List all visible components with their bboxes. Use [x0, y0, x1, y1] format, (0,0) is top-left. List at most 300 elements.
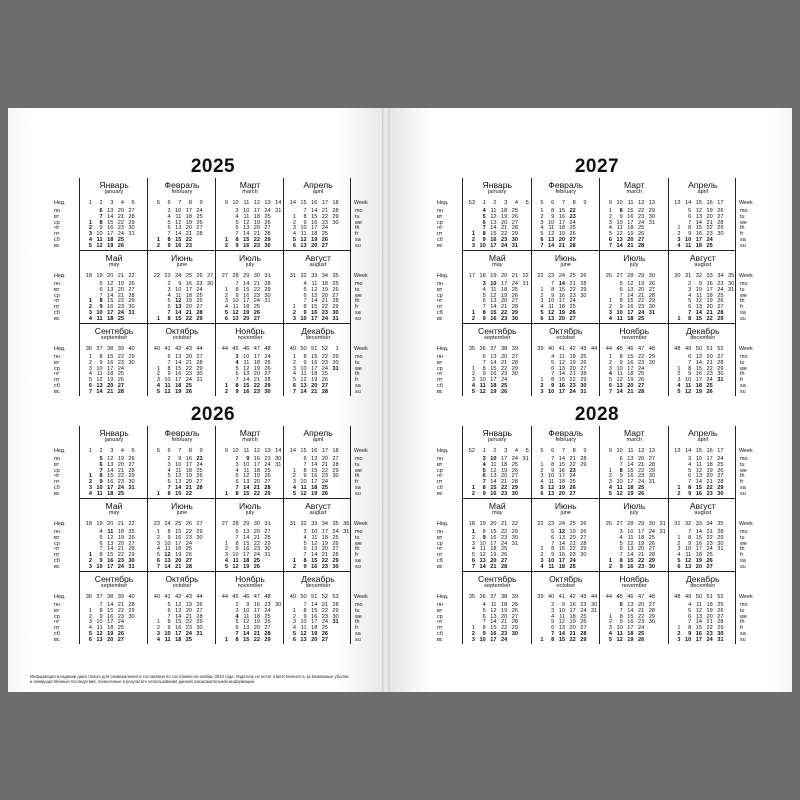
day-cell: 6 — [88, 636, 92, 643]
week-number: 9 — [583, 200, 587, 206]
day-cell: 8 — [99, 354, 103, 360]
day-cell: 2 — [235, 456, 239, 462]
day-cell: 5 — [303, 540, 307, 547]
day-cell: 15 — [490, 625, 497, 632]
day-cell: 11 — [490, 461, 497, 468]
day-cell: 26 — [511, 213, 518, 220]
day-cell: 22 — [185, 529, 192, 535]
day-cell: 5 — [471, 552, 475, 559]
day-cell: 10 — [548, 219, 555, 226]
day-cell: 4 — [551, 354, 555, 360]
week-number: 39 — [511, 346, 518, 352]
weekday-en-label: su — [740, 636, 746, 643]
week-number: 4 — [120, 200, 124, 206]
week-number: 37 — [96, 346, 103, 352]
day-cell: 24 — [717, 456, 724, 462]
week-labels-column — [350, 499, 373, 571]
day-cell: 12 — [96, 631, 103, 637]
week-number: 10 — [616, 200, 623, 206]
day-cell: 17 — [253, 607, 260, 614]
day-cell: 22 — [706, 485, 713, 491]
day-cell: 1 — [540, 208, 544, 214]
weekday-en-label: mo — [355, 529, 363, 535]
weekday-en-label: we — [740, 613, 747, 620]
day-cell: 1 — [88, 607, 92, 614]
week-number: 13 — [648, 200, 655, 206]
day-cell: 7 — [99, 546, 103, 553]
day-cell: 19 — [311, 490, 318, 497]
week-number: 13 — [674, 448, 681, 454]
day-cell: 18 — [107, 371, 114, 378]
day-cell: 9 — [99, 479, 103, 486]
day-cell: 3 — [688, 286, 692, 293]
week-number: 14 — [685, 448, 692, 454]
day-label: сб — [54, 310, 60, 316]
day-cell: 23 — [264, 456, 271, 462]
day-cell: 4 — [540, 479, 544, 486]
week-number-label: Нед. — [437, 200, 449, 206]
day-label: вт — [54, 461, 60, 468]
day-cell: 10 — [164, 377, 171, 384]
weekday-en-label: fr — [740, 479, 744, 486]
day-cell: 28 — [264, 231, 271, 238]
week-number: 41 — [164, 346, 171, 352]
week-number: 52 — [321, 594, 328, 600]
weekday-en-label: su — [355, 636, 361, 643]
day-cell: 26 — [321, 237, 328, 243]
week-number: 50 — [695, 346, 702, 352]
day-cell: 21 — [501, 359, 508, 366]
weekday-en-label: mo — [355, 354, 363, 360]
week-number: 15 — [695, 200, 702, 206]
day-cell: 14 — [243, 281, 250, 287]
day-cell: 15 — [243, 237, 250, 243]
day-cell: 9 — [482, 237, 486, 243]
weekday-en-label: fr — [740, 552, 744, 559]
day-cell: 10 — [479, 242, 486, 249]
week-label: Week — [739, 448, 753, 454]
weekday-en-label: sa — [355, 310, 361, 316]
left-page — [8, 108, 382, 692]
day-cell: 30 — [196, 371, 203, 378]
day-cell: 20 — [558, 490, 565, 497]
day-cell: 25 — [706, 552, 713, 559]
week-number: 31 — [685, 273, 692, 279]
day-cell: 19 — [185, 602, 192, 608]
day-cell: 17 — [490, 242, 497, 249]
day-cell: 25 — [569, 304, 576, 311]
day-cell: 15 — [175, 490, 182, 497]
day-cell: 30 — [511, 237, 518, 243]
day-label: ср — [437, 365, 443, 372]
day-cell: 4 — [303, 534, 307, 541]
week-number: 5 — [525, 200, 529, 206]
week-labels-column — [735, 251, 758, 323]
day-cell: 18 — [107, 490, 114, 497]
month-name-ru: Июль — [623, 253, 646, 263]
week-number: 7 — [178, 200, 182, 206]
day-cell: 7 — [167, 613, 171, 620]
week-number: 16 — [706, 200, 713, 206]
weekday-en-label: sa — [355, 558, 361, 564]
day-cell: 31 — [511, 242, 518, 249]
day-cell: 27 — [264, 371, 271, 378]
day-cell: 3 — [292, 365, 296, 372]
day-cell: 20 — [501, 613, 508, 620]
day-cell: 26 — [511, 467, 518, 474]
week-number: 18 — [85, 521, 92, 527]
day-cell: 8 — [688, 365, 692, 372]
month-april — [283, 426, 352, 498]
week-number: 51 — [706, 346, 713, 352]
day-cell: 2 — [677, 231, 681, 238]
day-cell: 25 — [128, 529, 135, 535]
week-number: 42 — [569, 346, 576, 352]
day-cell: 23 — [196, 281, 203, 287]
day-label: ср — [54, 467, 60, 474]
day-cell: 4 — [88, 315, 92, 322]
month-name-en: july — [245, 262, 255, 268]
year-title: 2026 — [190, 404, 236, 425]
day-cell: 11 — [164, 546, 171, 553]
month-february — [147, 178, 216, 250]
day-cell: 11 — [311, 281, 318, 287]
day-cell: 10 — [695, 286, 702, 293]
week-number: 51 — [706, 594, 713, 600]
day-cell: 28 — [332, 208, 339, 214]
week-number: 18 — [332, 200, 339, 206]
day-cell: 20 — [243, 315, 250, 322]
day-cell: 2 — [224, 292, 228, 299]
day-cell: 18 — [695, 552, 702, 559]
week-number: 25 — [569, 273, 576, 279]
day-label: вт — [437, 607, 443, 614]
month-name-en: march — [242, 437, 258, 443]
day-cell: 21 — [185, 485, 192, 491]
week-number: 42 — [175, 346, 182, 352]
weekday-en-label: th — [740, 473, 745, 480]
day-cell: 24 — [264, 607, 271, 614]
month-name-en: november — [621, 583, 647, 589]
day-cell: 24 — [117, 310, 124, 316]
day-cell: 10 — [479, 540, 486, 547]
day-cell: 9 — [619, 213, 623, 220]
day-label: пн — [437, 208, 443, 214]
day-cell: 25 — [717, 292, 724, 299]
day-cell: 13 — [548, 315, 555, 322]
day-cell: 14 — [175, 310, 182, 316]
day-cell: 14 — [490, 479, 497, 486]
day-cell: 22 — [569, 636, 576, 643]
day-cell: 27 — [128, 208, 135, 214]
week-number: 10 — [232, 448, 239, 454]
day-cell: 10 — [685, 636, 692, 643]
day-cell: 3 — [167, 208, 171, 214]
day-cell: 28 — [264, 281, 271, 287]
day-cell: 22 — [501, 365, 508, 372]
week-number: 13 — [264, 200, 271, 206]
day-cell: 22 — [253, 383, 260, 389]
day-label: пн — [437, 529, 443, 535]
week-number: 52 — [717, 346, 724, 352]
month-row — [436, 499, 758, 571]
day-cell: 27 — [196, 479, 203, 486]
day-cell: 18 — [253, 467, 260, 474]
day-cell: 12 — [558, 619, 565, 626]
month-august — [283, 499, 352, 571]
day-cell: 20 — [501, 298, 508, 305]
day-cell: 1 — [471, 365, 475, 372]
day-cell: 9 — [303, 359, 307, 366]
month-name-ru: Январь — [99, 428, 129, 438]
day-cell: 20 — [253, 225, 260, 232]
week-number: 24 — [558, 521, 565, 527]
day-cell: 29 — [511, 485, 518, 491]
week-number: 29 — [243, 273, 250, 279]
month-name-ru: Май — [105, 501, 123, 511]
day-cell: 14 — [243, 377, 250, 384]
day-cell: 16 — [490, 371, 497, 378]
day-cell: 17 — [253, 208, 260, 214]
day-cell: 22 — [638, 298, 645, 305]
day-cell: 31 — [717, 377, 724, 384]
day-cell: 18 — [695, 383, 702, 389]
month-name-ru: Декабрь — [301, 574, 335, 584]
day-cell: 21 — [558, 242, 565, 249]
day-cell: 17 — [627, 625, 634, 632]
day-cell: 7 — [608, 242, 612, 249]
day-cell: 20 — [558, 315, 565, 322]
day-cell: 12 — [311, 286, 318, 293]
day-cell: 19 — [311, 377, 318, 384]
day-cell: 17 — [185, 461, 192, 468]
weekday-en-label: we — [355, 467, 362, 474]
day-cell: 11 — [490, 602, 497, 608]
day-cell: 13 — [107, 461, 114, 468]
day-cell: 8 — [619, 613, 623, 620]
month-october — [147, 572, 216, 644]
day-cell: 18 — [706, 602, 713, 608]
day-cell: 14 — [695, 479, 702, 486]
week-number: 27 — [207, 273, 214, 279]
week-number: 27 — [196, 521, 203, 527]
month-name-ru: Июнь — [171, 253, 193, 263]
day-cell: 24 — [321, 479, 328, 486]
week-number: 23 — [548, 273, 555, 279]
day-cell: 2 — [224, 388, 228, 395]
month-name-en: august — [694, 262, 712, 268]
day-cell: 8 — [99, 298, 103, 305]
day-cell: 9 — [619, 473, 623, 480]
day-cell: 21 — [706, 359, 713, 366]
day-cell: 13 — [695, 213, 702, 220]
day-cell: 29 — [264, 286, 271, 293]
day-cell: 29 — [264, 237, 271, 243]
week-number: 12 — [638, 200, 645, 206]
week-number: 25 — [569, 521, 576, 527]
day-cell: 29 — [196, 619, 203, 626]
day-cell: 1 — [292, 607, 296, 614]
week-number: 32 — [300, 521, 307, 527]
day-cell: 14 — [548, 242, 555, 249]
day-cell: 6 — [167, 479, 171, 486]
day-cell: 15 — [175, 529, 182, 535]
day-cell: 5 — [88, 631, 92, 637]
day-cell: 10 — [300, 315, 307, 322]
day-cell: 27 — [648, 286, 655, 293]
weekday-en-label: sa — [740, 310, 746, 316]
day-cell: 4 — [551, 613, 555, 620]
day-cell: 26 — [332, 286, 339, 293]
day-cell: 21 — [321, 602, 328, 608]
day-cell: 6 — [235, 625, 239, 632]
day-cell: 28 — [128, 546, 135, 553]
day-cell: 16 — [311, 219, 318, 226]
weekday-en-label: su — [355, 388, 361, 395]
weekday-en-label: mo — [355, 281, 363, 287]
day-label: сб — [437, 237, 443, 243]
day-cell: 4 — [99, 529, 103, 535]
day-cell: 23 — [185, 625, 192, 632]
day-cell: 13 — [627, 456, 634, 462]
weekday-en-label: sa — [355, 383, 361, 389]
day-cell: 18 — [627, 631, 634, 637]
day-cell: 17 — [490, 540, 497, 547]
week-number: 46 — [627, 594, 634, 600]
week-number-label: Нед. — [54, 273, 66, 279]
day-cell: 29 — [511, 310, 518, 316]
day-labels-column — [53, 572, 79, 644]
day-cell: 4 — [677, 242, 681, 249]
month-row — [53, 324, 373, 396]
day-cell: 29 — [717, 534, 724, 541]
week-number: 4 — [120, 448, 124, 454]
day-cell: 23 — [253, 388, 260, 395]
day-cell: 22 — [253, 286, 260, 293]
week-labels-column — [735, 178, 758, 250]
day-cell: 14 — [243, 485, 250, 491]
day-cell: 13 — [616, 237, 623, 243]
day-cell: 26 — [717, 208, 724, 214]
day-cell: 15 — [695, 315, 702, 322]
day-cell: 2 — [608, 359, 612, 366]
week-number: 12 — [638, 448, 645, 454]
day-cell: 31 — [591, 607, 598, 614]
week-label: Week — [739, 346, 753, 352]
day-cell: 20 — [253, 625, 260, 632]
day-cell: 27 — [128, 461, 135, 468]
day-cell: 6 — [156, 558, 160, 564]
day-cell: 8 — [551, 377, 555, 384]
day-cell: 26 — [196, 298, 203, 305]
month-july — [215, 251, 284, 323]
day-cell: 15 — [243, 286, 250, 293]
weekday-en-label: mo — [355, 602, 363, 608]
day-cell: 22 — [501, 625, 508, 632]
day-labels-column — [53, 251, 79, 323]
day-label: ср — [437, 292, 443, 299]
day-label: пт — [54, 625, 60, 632]
day-label: чт — [437, 225, 443, 232]
day-cell: 18 — [185, 292, 192, 299]
day-cell: 3 — [235, 354, 239, 360]
day-cell: 8 — [235, 490, 239, 497]
day-cell: 8 — [551, 286, 555, 293]
day-cell: 25 — [196, 292, 203, 299]
day-cell: 7 — [235, 281, 239, 287]
day-label: чт — [54, 473, 60, 480]
day-cell: 16 — [107, 359, 114, 366]
day-cell: 14 — [107, 602, 114, 608]
month-name-ru: Сентябрь — [94, 574, 134, 584]
day-cell: 1 — [224, 286, 228, 293]
day-cell: 6 — [235, 225, 239, 232]
quarter-grid — [53, 426, 373, 644]
day-cell: 28 — [332, 552, 339, 559]
week-number: 15 — [300, 200, 307, 206]
day-cell: 6 — [292, 636, 296, 643]
day-cell: 27 — [117, 636, 124, 643]
day-cell: 31 — [522, 456, 529, 462]
day-cell: 10 — [490, 456, 497, 462]
day-cell: 14 — [695, 619, 702, 626]
day-cell: 3 — [156, 631, 160, 637]
day-label: сб — [437, 558, 443, 564]
day-cell: 29 — [580, 546, 587, 553]
day-cell: 1 — [292, 304, 296, 311]
weekday-en-label: su — [355, 242, 361, 249]
day-cell: 30 — [264, 292, 271, 299]
day-cell: 7 — [688, 529, 692, 535]
day-cell: 29 — [128, 607, 135, 614]
day-cell: 6 — [167, 304, 171, 311]
day-cell: 30 — [128, 613, 135, 620]
day-cell: 24 — [648, 529, 655, 535]
week-number: 13 — [648, 448, 655, 454]
day-cell: 4 — [292, 231, 296, 238]
day-cell: 24 — [569, 219, 576, 226]
day-cell: 24 — [569, 558, 576, 564]
month-january — [462, 178, 532, 250]
week-number: 17 — [321, 448, 328, 454]
day-cell: 3 — [88, 231, 92, 238]
day-cell: 1 — [540, 461, 544, 468]
week-number: 35 — [728, 273, 735, 279]
month-row — [53, 572, 373, 644]
day-cell: 18 — [243, 304, 250, 311]
day-cell: 23 — [706, 371, 713, 378]
day-cell: 18 — [558, 563, 565, 570]
day-cell: 8 — [482, 625, 486, 632]
week-number: 6 — [551, 200, 555, 206]
week-number: 40 — [128, 346, 135, 352]
day-cell: 15 — [107, 607, 114, 614]
day-label: вс — [437, 388, 443, 395]
day-cell: 20 — [695, 563, 702, 570]
day-cell: 12 — [164, 388, 171, 395]
day-cell: 30 — [648, 213, 655, 220]
day-label: ср — [437, 613, 443, 620]
day-cell: 5 — [235, 619, 239, 626]
day-cell: 31 — [522, 281, 529, 287]
day-cell: 8 — [303, 607, 307, 614]
day-cell: 23 — [117, 225, 124, 232]
day-cell: 24 — [117, 563, 124, 570]
day-cell: 3 — [88, 563, 92, 570]
day-cell: 10 — [96, 365, 103, 372]
day-cell: 31 — [332, 315, 339, 322]
day-cell: 17 — [501, 456, 508, 462]
